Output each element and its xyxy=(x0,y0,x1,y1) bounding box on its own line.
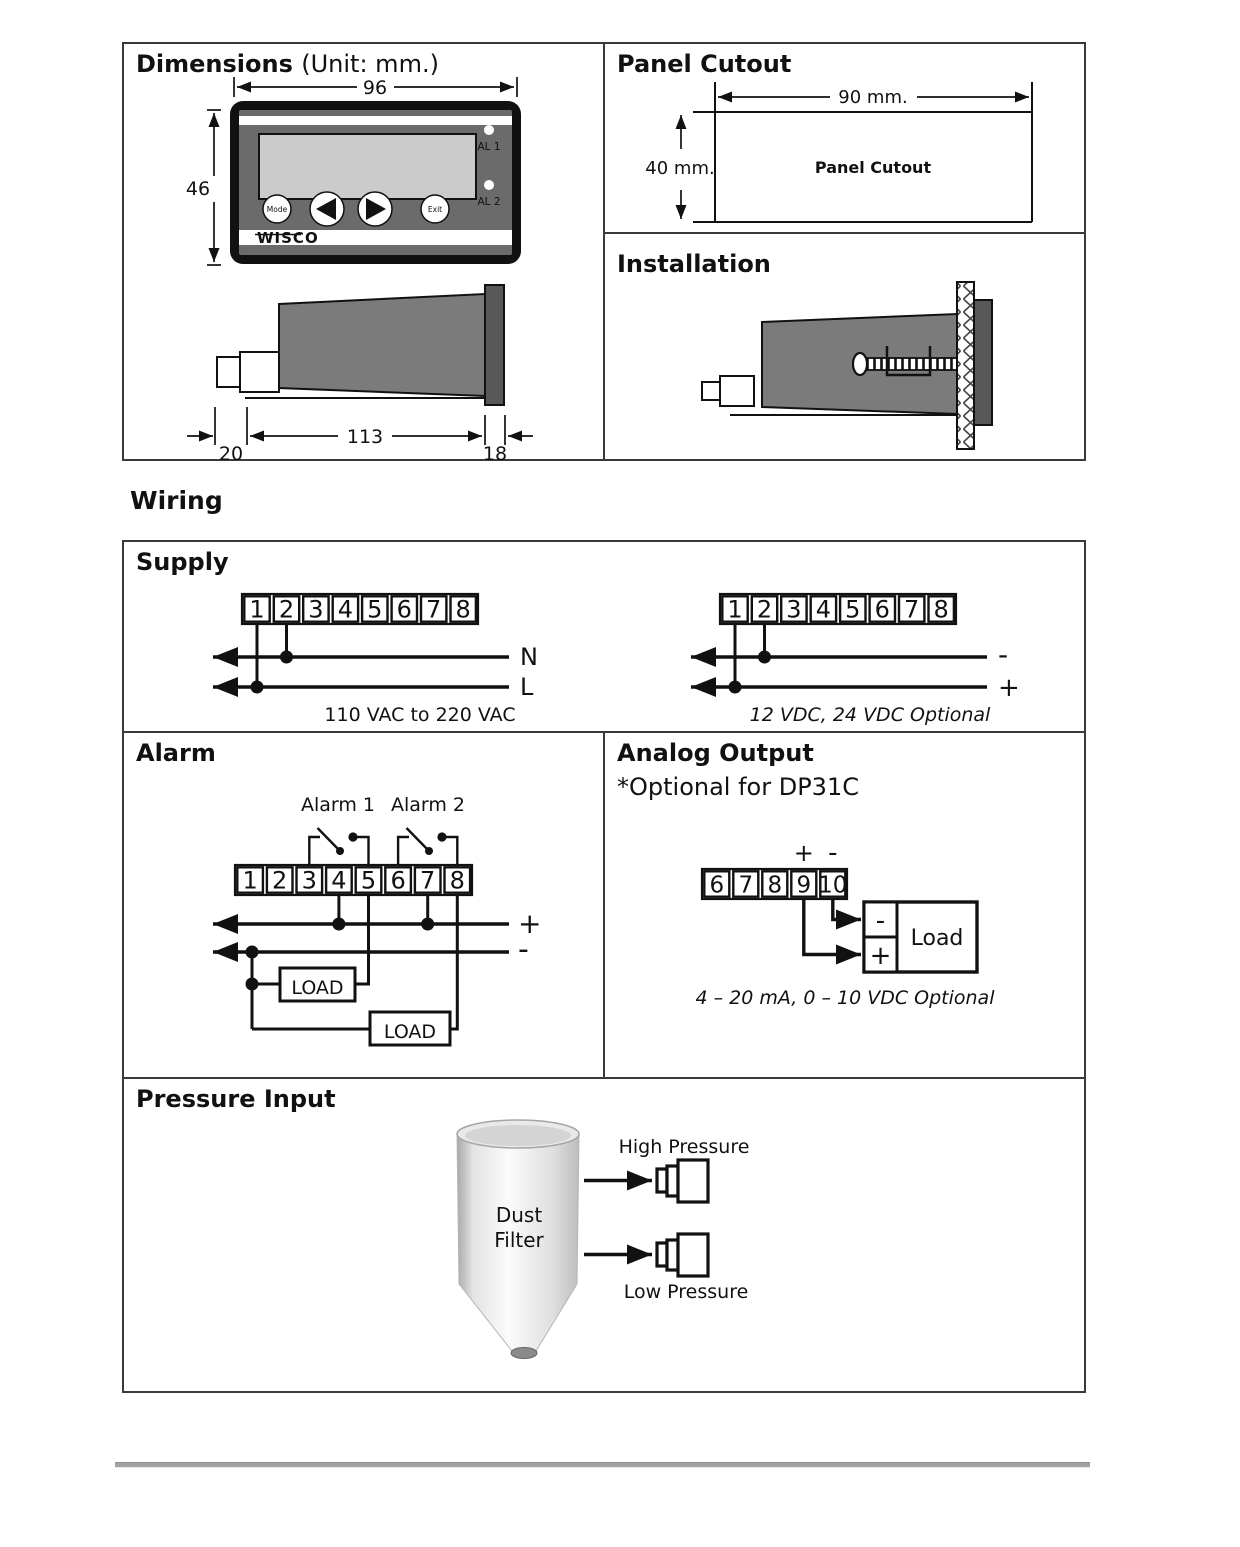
front-height-value: 46 xyxy=(185,178,211,200)
supply-ac-wires xyxy=(213,624,509,687)
terminal-number: 7 xyxy=(738,872,754,899)
alarm-plus-label: + xyxy=(518,907,542,940)
alarm1-led-label: AL 1 xyxy=(477,141,501,153)
switch-contact-dot xyxy=(348,832,357,841)
panel-wall xyxy=(957,282,974,449)
depth-connector-value: 20 xyxy=(218,443,244,461)
top-section-box xyxy=(122,42,1086,461)
terminal-number: 6 xyxy=(874,595,890,624)
analog-caption: 4 – 20 mA, 0 – 10 VDC Optional xyxy=(695,987,995,1009)
alarm1-label: Alarm 1 xyxy=(300,794,376,816)
load-minus-label: - xyxy=(875,906,886,936)
wiring-section-box xyxy=(122,540,1086,1393)
terminal-number: 3 xyxy=(308,595,324,624)
supply-dc-plus-label: + xyxy=(998,673,1020,703)
switch-contact-dot xyxy=(437,832,446,841)
low-pressure-connector xyxy=(657,1234,708,1276)
install-connector-inner xyxy=(702,382,720,400)
cutout-width-value: 90 mm. xyxy=(838,87,908,108)
terminal-number: 6 xyxy=(709,872,725,899)
supply-dc-minus-label: - xyxy=(998,638,1009,671)
installation-title: Installation xyxy=(617,250,771,278)
terminal-number: 1 xyxy=(727,595,743,624)
switch-blade-dot xyxy=(425,847,433,855)
alarm2-switch xyxy=(398,828,457,865)
mounting-screw-rod xyxy=(866,358,957,370)
filter-outlet-hole xyxy=(511,1348,537,1359)
dimensions-unit-label: (Unit: mm.) xyxy=(301,50,439,78)
depth-bezel-value: 18 xyxy=(482,443,508,461)
switch-blade-dot xyxy=(336,847,344,855)
depth-body-value: 113 xyxy=(346,426,384,448)
supply-dc-caption: 12 VDC, 24 VDC Optional xyxy=(749,704,991,726)
dimensions-title-bold: Dimensions xyxy=(136,50,293,78)
alarm2-led-label: AL 2 xyxy=(477,196,501,208)
junction-dot xyxy=(729,681,742,694)
pressure-title: Pressure Input xyxy=(136,1085,336,1113)
alarm-title: Alarm xyxy=(136,739,216,767)
load1-label: LOAD xyxy=(291,977,344,999)
side-bezel xyxy=(485,285,504,405)
device-lcd-display xyxy=(259,134,476,199)
analog-terminal-minus: - xyxy=(828,838,838,868)
supply-diagram xyxy=(124,542,1084,729)
analog-output-section xyxy=(605,733,1084,1077)
junction-dot xyxy=(332,918,345,931)
terminal-number: 9 xyxy=(796,872,812,899)
alarm-wires xyxy=(213,895,509,1029)
dust-filter xyxy=(457,1120,579,1359)
device-side-view xyxy=(217,285,504,405)
load2-label: LOAD xyxy=(383,1021,437,1043)
terminal-number: 2 xyxy=(756,595,773,624)
terminal-number: 3 xyxy=(301,866,317,895)
high-pressure-connector xyxy=(657,1160,708,1202)
terminal-number: 4 xyxy=(337,595,354,624)
terminal-number: 5 xyxy=(845,595,861,624)
wiring-title: Wiring xyxy=(130,486,223,515)
front-width-value: 96 xyxy=(362,77,388,99)
pressure-input-section xyxy=(124,1079,1084,1391)
supply-title: Supply xyxy=(136,548,229,576)
terminal-number: 7 xyxy=(426,595,442,624)
alarm-diagram xyxy=(124,733,603,1073)
load-plus-label: + xyxy=(869,941,892,971)
alarm2-label: Alarm 2 xyxy=(390,794,466,816)
terminal-number: 2 xyxy=(278,595,295,624)
analog-wires xyxy=(804,899,861,955)
analog-title: Analog Output xyxy=(617,739,814,767)
dimensions-section xyxy=(124,44,605,459)
panel-cutout-section xyxy=(605,44,1084,234)
supply-dc-terminal-block xyxy=(720,594,956,624)
exit-button-label: Exit xyxy=(427,205,443,214)
pressure-input-diagram xyxy=(124,1079,1084,1393)
install-bezel xyxy=(974,300,992,425)
terminal-number: 8 xyxy=(455,595,471,624)
terminal-number: 8 xyxy=(767,872,783,899)
terminal-number: 5 xyxy=(360,866,377,895)
supply-ac-line-label: L xyxy=(520,673,534,701)
load-label: Load xyxy=(910,926,964,951)
terminal-number: 6 xyxy=(396,595,412,624)
install-connector-outer xyxy=(720,376,754,406)
analog-subtitle: *Optional for DP31C xyxy=(617,773,859,801)
page-divider-rule xyxy=(115,1462,1090,1468)
terminal-number: 1 xyxy=(249,595,265,624)
terminal-number: 7 xyxy=(420,866,436,895)
supply-ac-neutral-label: N xyxy=(520,643,538,671)
terminal-number: 8 xyxy=(449,866,465,895)
dimensions-title xyxy=(136,50,439,78)
filter-label-line2: Filter xyxy=(494,1228,544,1252)
supply-section xyxy=(124,542,1084,733)
low-pressure-label: Low Pressure xyxy=(623,1281,749,1303)
mounting-screw-head xyxy=(853,353,867,375)
analog-load-box xyxy=(864,902,977,972)
mode-button-label: Mode xyxy=(266,205,288,214)
junction-dot xyxy=(421,918,434,931)
top-right-column xyxy=(605,44,1084,459)
supply-ac-caption: 110 VAC to 220 VAC xyxy=(324,704,516,726)
junction-dot xyxy=(246,978,259,991)
supply-ac-terminal-block xyxy=(242,594,478,624)
side-connector-inner xyxy=(217,357,240,387)
terminal-number: 10 xyxy=(818,872,848,899)
installation-section xyxy=(605,234,1084,459)
analog-terminal-plus: + xyxy=(793,839,814,867)
cutout-height-value: 40 mm. xyxy=(645,158,715,179)
terminal-number: 2 xyxy=(272,866,288,895)
terminal-number: 6 xyxy=(390,866,406,895)
analog-terminal-block xyxy=(702,869,847,899)
terminal-number: 7 xyxy=(904,595,920,624)
dimensions-diagram xyxy=(124,44,603,461)
filter-label-line1: Dust xyxy=(495,1203,543,1227)
junction-dot xyxy=(758,651,771,664)
panel-cutout-title: Panel Cutout xyxy=(617,50,792,78)
terminal-number: 4 xyxy=(815,595,832,624)
terminal-number: 4 xyxy=(331,866,347,895)
junction-dot xyxy=(246,946,259,959)
terminal-number: 5 xyxy=(367,595,383,624)
side-connector-outer xyxy=(240,352,279,392)
device-top-stripe xyxy=(239,116,512,125)
device-front-view xyxy=(230,101,521,264)
terminal-number: 3 xyxy=(786,595,802,624)
junction-dot xyxy=(251,681,264,694)
cutout-inner-label: Panel Cutout xyxy=(814,158,932,177)
junction-dot xyxy=(280,651,293,664)
brand-logo: WISCO xyxy=(257,229,319,247)
alarm-analog-row xyxy=(124,733,1084,1079)
high-pressure-label: High Pressure xyxy=(618,1136,750,1158)
filter-top-opening xyxy=(465,1125,571,1146)
alarm-section xyxy=(124,733,605,1077)
alarm-minus-label: - xyxy=(518,932,529,967)
supply-dc-wires xyxy=(691,624,987,687)
alarm-terminal-block xyxy=(235,865,472,895)
alarm1-led xyxy=(484,125,494,135)
terminal-number: 8 xyxy=(933,595,949,624)
terminal-number: 1 xyxy=(242,866,258,895)
alarm1-switch xyxy=(309,828,368,865)
alarm2-led xyxy=(484,180,494,190)
